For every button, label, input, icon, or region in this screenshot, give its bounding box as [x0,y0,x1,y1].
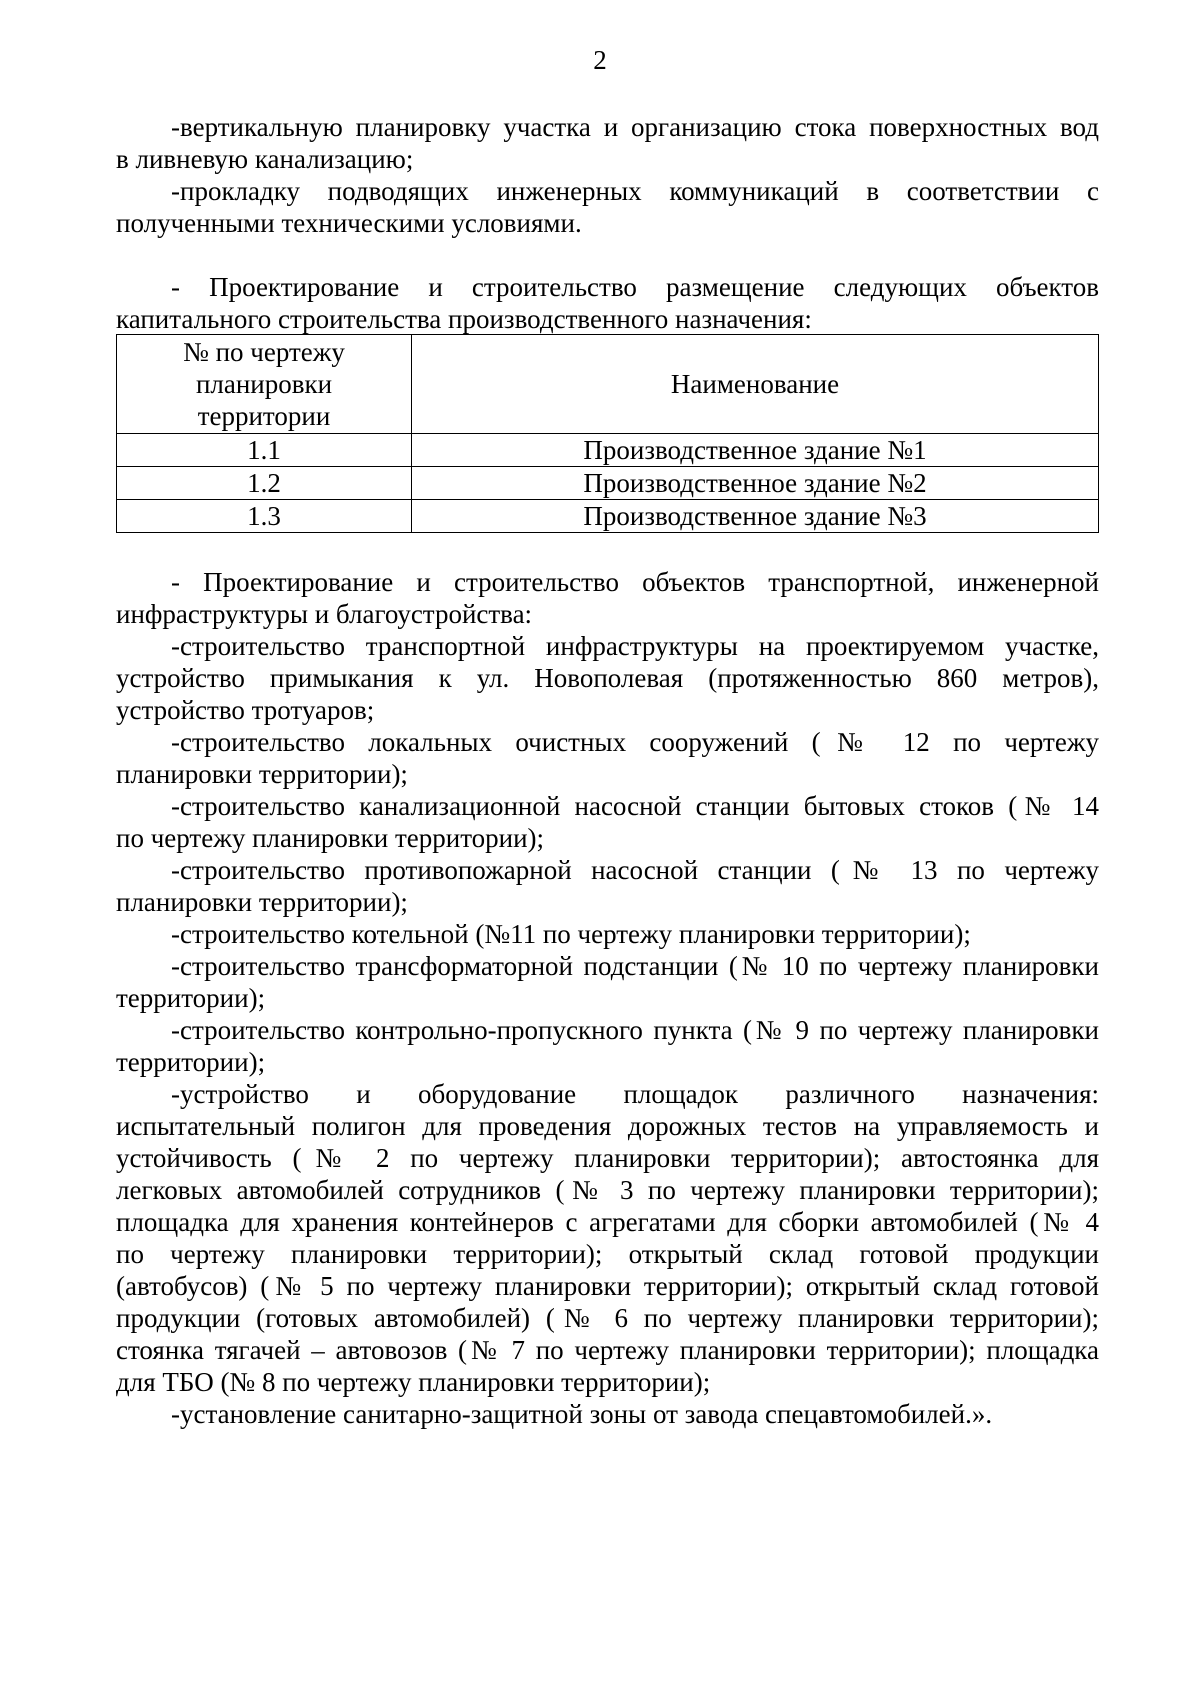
text-line: -установление санитарно-защитной зоны от завода спецавтомобилей.». [171,1399,993,1429]
column-header-name: Наименование [412,335,1099,434]
cell-number: 1.3 [117,500,412,533]
production-objects-table [116,334,1099,533]
table-row [117,467,1099,500]
text-line: -строительство локальных очистных сооружений (№ 12 по чертежу [171,727,1099,757]
text-line: планировки территории); [116,759,408,789]
cell-name: Производственное здание №2 [412,467,1099,500]
section-production-heading [116,271,1099,335]
text-line: стоянка тягачей – автовозов (№ 7 по чертежу планировки территории); площадка [116,1335,1099,1365]
text-line: для ТБО (№ 8 по чертежу планировки территории); [116,1367,711,1397]
text-line: территории); [116,1047,266,1077]
text-line: -строительство противопожарной насосной станции (№ 13 по чертежу [171,855,1099,885]
cell-number: 1.2 [117,467,412,500]
text-line: устойчивость (№ 2 по чертежу планировки территории); автостоянка для [116,1143,1099,1173]
column-header-number [117,335,412,434]
section-infrastructure [116,566,1099,1430]
text-line: (автобусов) (№ 5 по чертежу планировки территории); открытый склад готовой [116,1271,1099,1301]
cell-name: Производственное здание №1 [412,434,1099,467]
text-line: устройство тротуаров; [116,695,375,725]
text-line: -строительство трансформаторной подстанции (№ 10 по чертежу планировки [171,951,1099,981]
text-line: планировки территории); [116,887,408,917]
text-line: по чертежу планировки территории); открытый склад готовой продукции [116,1239,1099,1269]
text-line: продукции (готовых автомобилей) (№ 6 по чертежу планировки территории); [116,1303,1099,1333]
header-line: № по чертежу [183,337,345,367]
header-line: территории [197,401,331,431]
intro-paragraphs [116,111,1099,239]
text-line: легковых автомобилей сотрудников (№ 3 по чертежу планировки территории); [116,1175,1099,1205]
text-line: полученными техническими условиями. [116,208,582,238]
page-number: 2 [593,45,607,75]
text-line: -строительство канализационной насосной станции бытовых стоков (№ 14 [171,791,1099,821]
text-line: - Проектирование и строительство объектов транспортной, инженерной [171,567,1099,597]
cell-name: Производственное здание №3 [412,500,1099,533]
text-line: в ливневую канализацию; [116,144,414,174]
text-line: - Проектирование и строительство размещение следующих объектов [171,272,1099,302]
text-line: площадка для хранения контейнеров с агрегатами для сборки автомобилей (№ 4 [116,1207,1099,1237]
text-line: -строительство котельной (№11 по чертежу планировки территории); [171,919,971,949]
text-line: -прокладку подводящих инженерных коммуникаций в соответствии с [171,176,1099,206]
text-line: инфраструктуры и благоустройства: [116,599,533,629]
text-line: -устройство и оборудование площадок различного назначения: [171,1079,1099,1109]
text-line: территории); [116,983,266,1013]
table-row [117,500,1099,533]
text-line: испытательный полигон для проведения дорожных тестов на управляемость и [116,1111,1099,1141]
text-line: капитального строительства производственного назначения: [116,304,812,334]
text-line: -строительство контрольно-пропускного пункта (№ 9 по чертежу планировки [171,1015,1099,1045]
table-header-row [117,335,1099,434]
cell-number: 1.1 [117,434,412,467]
table-row [117,434,1099,467]
header-line: планировки [195,369,333,399]
text-line: устройство примыкания к ул. Новополевая (протяженностью 860 метров), [116,663,1099,693]
text-line: по чертежу планировки территории); [116,823,545,853]
text-line: -вертикальную планировку участка и организацию стока поверхностных вод [171,112,1099,142]
text-line: -строительство транспортной инфраструктуры на проектируемом участке, [171,631,1099,661]
